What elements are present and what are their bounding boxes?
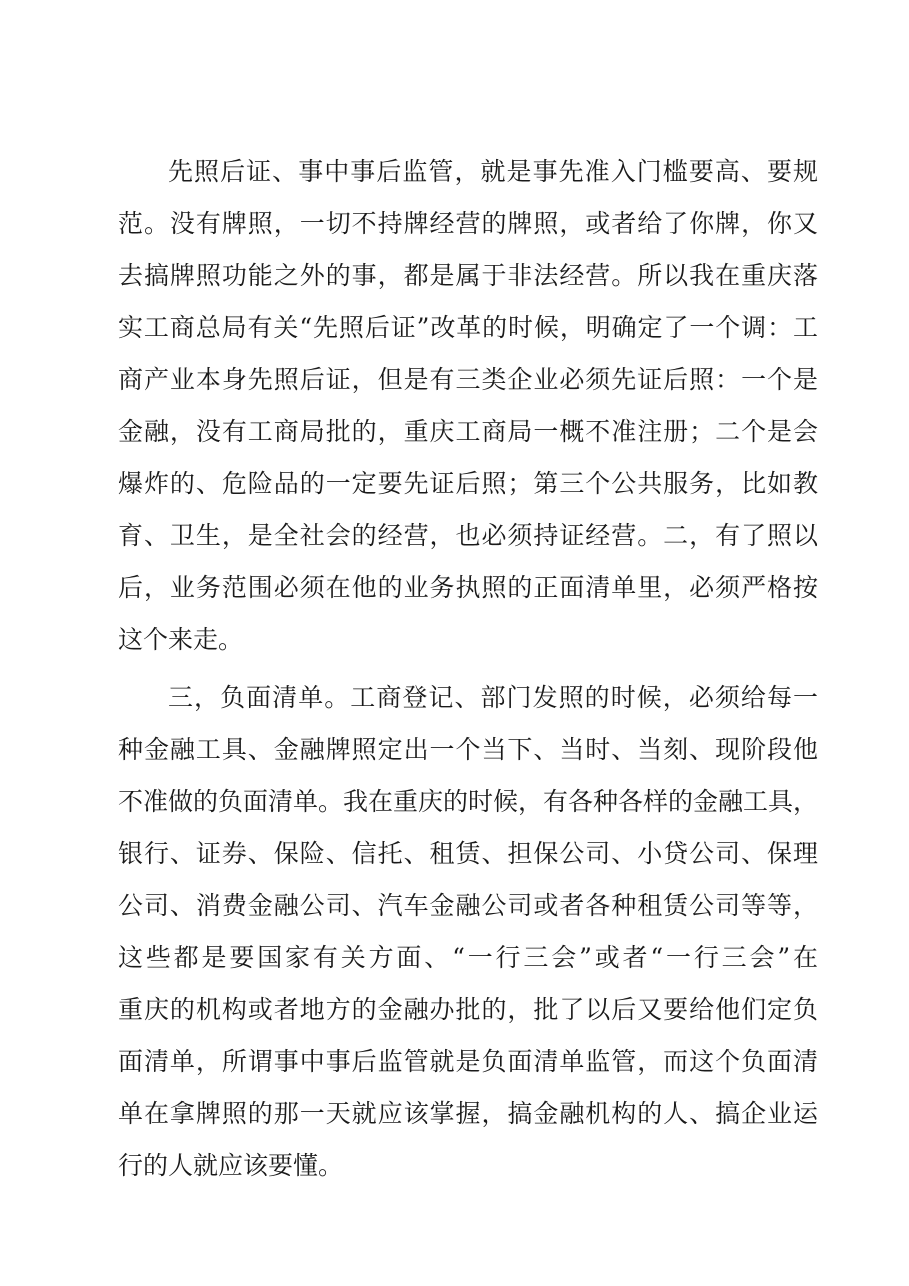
text-line: 银行、证券、保险、信托、租赁、担保公司、小贷公司、保理 [118,839,818,868]
text-line: 先照后证、事中事后监管，就是事先准入门槛要高、要规 [168,157,818,186]
text-line: 后，业务范围必须在他的业务执照的正面清单里，必须严格按 [118,573,818,602]
text-line: 爆炸的、危险品的一定要先证后照；第三个公共服务，比如教 [118,469,818,498]
text-line: 单在拿牌照的那一天就应该掌握，搞金融机构的人、搞企业运 [118,1099,818,1128]
paragraph-2 [118,672,818,1192]
text-line: 三，负面清单。工商登记、部门发照的时候，必须给每一 [168,683,818,712]
text-line: 范。没有牌照，一切不持牌经营的牌照，或者给了你牌，你又 [118,209,818,238]
text-line: 金融，没有工商局批的，重庆工商局一概不准注册；二个是会 [118,417,818,446]
text-line: 这个来走。 [118,625,244,654]
text-line: 面清单，所谓事中事后监管就是负面清单监管，而这个负面清 [118,1047,818,1076]
text-line: 种金融工具、金融牌照定出一个当下、当时、当刻、现阶段他 [118,735,818,764]
text-line: 育、卫生，是全社会的经营，也必须持证经营。二，有了照以 [118,521,818,550]
text-line: 这些都是要国家有关方面、“一行三会”或者“一行三会”在 [118,943,818,972]
paragraph-1 [118,146,818,666]
text-line: 公司、消费金融公司、汽车金融公司或者各种租赁公司等等， [118,891,818,920]
text-line: 不准做的负面清单。我在重庆的时候，有各种各样的金融工具， [118,787,819,816]
text-line: 去搞牌照功能之外的事，都是属于非法经营。所以我在重庆落 [118,261,818,290]
text-line: 商产业本身先照后证，但是有三类企业必须先证后照：一个是 [118,365,818,394]
text-line: 实工商总局有关“先照后证”改革的时候，明确定了一个调：工 [118,313,818,342]
document-body [118,146,818,1192]
text-line: 重庆的机构或者地方的金融办批的，批了以后又要给他们定负 [118,995,818,1024]
text-line: 行的人就应该要懂。 [118,1151,344,1180]
